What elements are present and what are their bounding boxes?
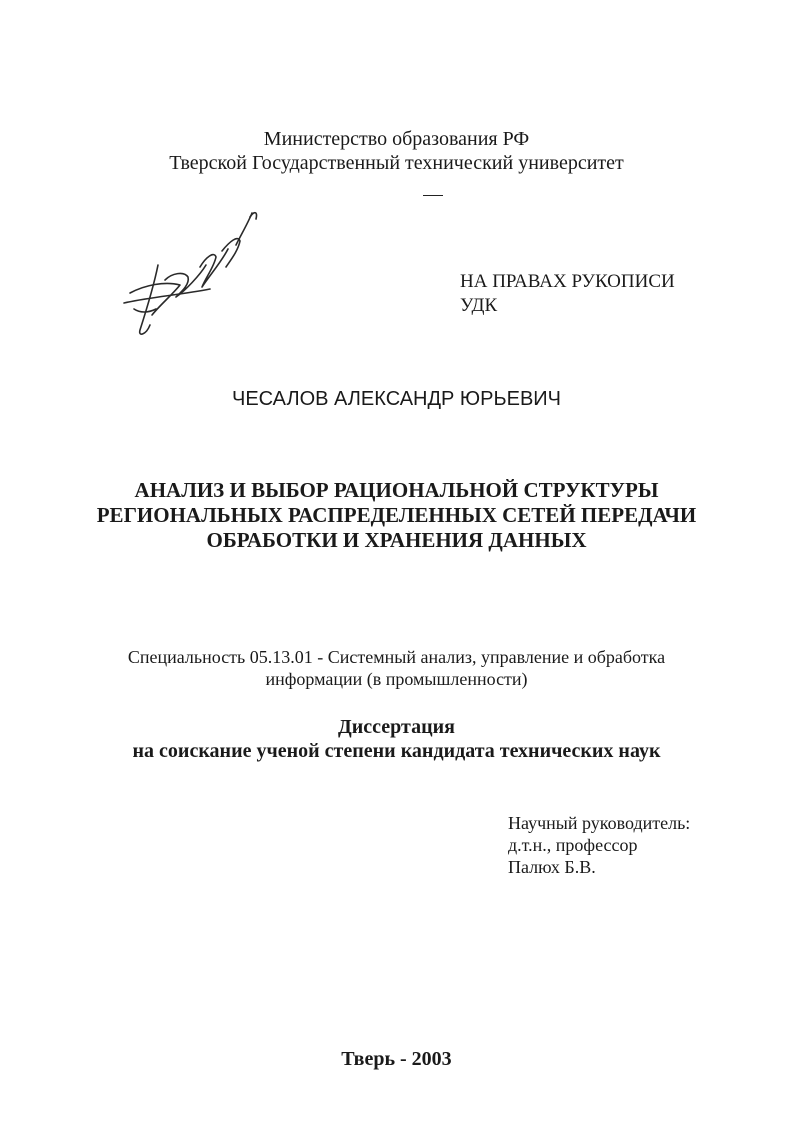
city-year: Тверь - 2003 xyxy=(341,1048,452,1070)
udc-label: УДК xyxy=(460,295,498,316)
dissertation-heading: Диссертация xyxy=(338,716,455,738)
dissertation-degree: на соискание ученой степени кандидата технических наук xyxy=(132,740,661,762)
manuscript-rights-label: НА ПРАВАХ РУКОПИСИ xyxy=(460,271,675,292)
advisor-name: Палюх Б.В. xyxy=(508,857,596,877)
specialty-line-2: информации (в промышленности) xyxy=(265,669,528,689)
author-name: ЧЕСАЛОВ АЛЕКСАНДР ЮРЬЕВИЧ xyxy=(232,388,561,410)
advisor-block xyxy=(508,812,690,878)
thesis-title-line-2: РЕГИОНАЛЬНЫХ РАСПРЕДЕЛЕННЫХ СЕТЕЙ ПЕРЕДАЧИ xyxy=(96,503,697,527)
manuscript-rights-block xyxy=(460,270,675,318)
divider-dash xyxy=(423,195,443,196)
university-name: Тверской Государственный технический университет xyxy=(169,152,624,174)
advisor-label: Научный руководитель: xyxy=(508,813,691,833)
thesis-title-line-1: АНАЛИЗ И ВЫБОР РАЦИОНАЛЬНОЙ СТРУКТУРЫ xyxy=(134,478,659,502)
ministry-name: Министерство образования РФ xyxy=(263,128,530,150)
specialty-line-1: Специальность 05.13.01 - Системный анализ, управление и обработка xyxy=(127,647,666,667)
advisor-degree: д.т.н., профессор xyxy=(508,835,638,855)
thesis-title-line-3: ОБРАБОТКИ И ХРАНЕНИЯ ДАННЫХ xyxy=(206,528,587,552)
signature-icon xyxy=(110,205,270,350)
